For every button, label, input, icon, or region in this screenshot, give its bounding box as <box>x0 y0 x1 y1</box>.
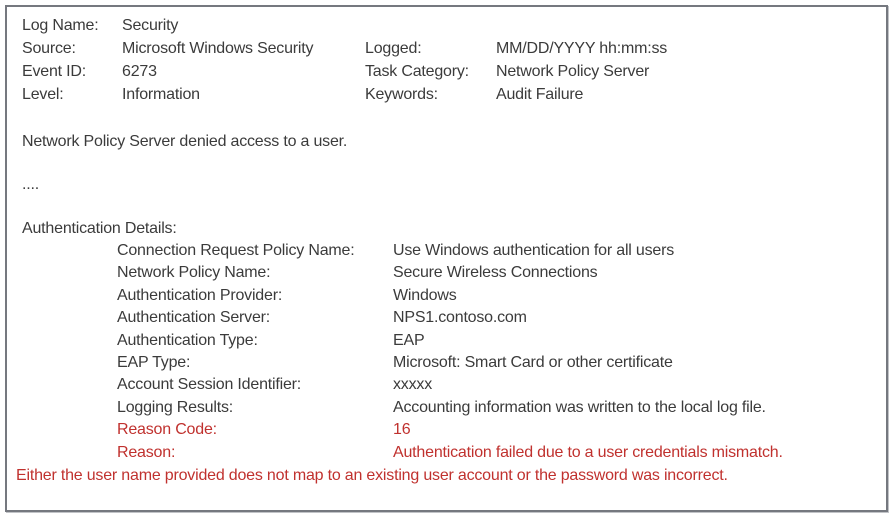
field-label: Authentication Type: <box>117 331 258 349</box>
field-value: Information <box>122 86 200 103</box>
detail-row <box>22 307 878 329</box>
field-label: Task Category: <box>365 63 469 80</box>
detail-row <box>22 330 878 352</box>
spacer <box>22 153 878 173</box>
field-value <box>496 14 878 37</box>
field-value: EAP <box>393 331 425 349</box>
field-value: Accounting information was written to the local log file. <box>393 398 766 416</box>
field-value: NPS1.contoso.com <box>393 309 527 327</box>
event-description: Network Policy Server denied access to a user. <box>22 133 348 150</box>
authentication-details-section <box>22 240 878 464</box>
detail-row-reason-code <box>22 419 878 441</box>
event-header-row <box>22 83 878 106</box>
field-label: Reason Code: <box>117 421 217 439</box>
field-label: Account Session Identifier: <box>117 376 302 394</box>
spacer <box>22 196 878 217</box>
ellipsis-text: .... <box>22 176 39 193</box>
field-label: Level: <box>22 86 64 103</box>
field-label: EAP Type: <box>117 353 191 371</box>
field-label: Authentication Provider: <box>117 286 283 304</box>
field-label: Source: <box>22 40 76 57</box>
field-value: Use Windows authentication for all users <box>393 242 675 259</box>
field-value: MM/DD/YYYY hh:mm:ss <box>496 40 668 57</box>
reason-footer-note: Either the user name provided does not map to an existing user account or the password was incorrect. <box>16 466 728 484</box>
detail-row <box>22 240 878 262</box>
event-header-row <box>22 60 878 83</box>
event-header-row <box>22 14 878 37</box>
field-value: 6273 <box>122 63 157 80</box>
spacer <box>22 106 878 130</box>
field-value: Network Policy Server <box>496 63 650 80</box>
event-header-row <box>22 37 878 60</box>
field-label: Authentication Server: <box>117 309 271 327</box>
field-value: Secure Wireless Connections <box>393 264 598 282</box>
event-log-panel <box>5 5 888 512</box>
detail-row <box>22 397 878 419</box>
field-label: Log Name: <box>22 17 99 34</box>
field-label: Network Policy Name: <box>117 264 271 282</box>
field-value: Security <box>122 17 179 34</box>
field-label: Keywords: <box>365 86 438 103</box>
field-value: Windows <box>393 286 457 304</box>
field-value: 16 <box>393 421 411 439</box>
field-label: Connection Request Policy Name: <box>117 242 355 259</box>
field-label: Logging Results: <box>117 398 233 416</box>
field-value: Microsoft: Smart Card or other certificate <box>393 353 673 371</box>
event-header <box>22 14 878 106</box>
authentication-details-heading: Authentication Details: <box>22 220 177 237</box>
field-label: Reason: <box>117 443 176 461</box>
field-label <box>365 14 496 37</box>
field-value: xxxxx <box>393 376 433 394</box>
detail-row-reason <box>22 442 878 464</box>
detail-row <box>22 374 878 396</box>
field-value: Authentication failed due to a user credentials mismatch. <box>393 443 783 461</box>
detail-row <box>22 262 878 284</box>
detail-row <box>22 352 878 374</box>
field-value: Microsoft Windows Security <box>122 40 314 57</box>
field-value: Audit Failure <box>496 86 584 103</box>
field-label: Logged: <box>365 40 422 57</box>
field-label: Event ID: <box>22 63 87 80</box>
detail-row <box>22 285 878 307</box>
